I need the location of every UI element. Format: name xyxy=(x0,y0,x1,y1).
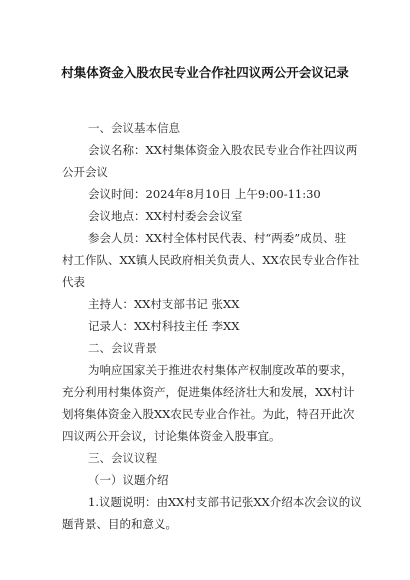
section-heading-basic-info: 一、会议基本信息 xyxy=(88,121,180,135)
meeting-name-line-1: 会议名称：XX村集体资金入股农民专业合作社四议两 xyxy=(88,143,358,157)
document-title: 村集体资金入股农民专业合作社四议两公开会议记录 xyxy=(61,65,349,80)
section-heading-background: 二、会议背景 xyxy=(88,341,157,355)
section-heading-agenda: 三、会议议程 xyxy=(88,451,157,465)
background-line-3: 划将集体资金入股XX农民专业合作社。为此，特召开此次 xyxy=(62,407,355,421)
background-line-2: 充分利用村集体资产，促进集体经济壮大和发展，XX村计 xyxy=(62,385,355,399)
meeting-recorder: 记录人：XX村科技主任 李XX xyxy=(88,319,240,333)
meeting-time: 会议时间：2024年8月10日 上午9:00-11:30 xyxy=(88,187,321,201)
background-line-1: 为响应国家关于推进农村集体产权制度改革的要求， xyxy=(88,363,353,377)
meeting-place: 会议地点：XX村村委会会议室 xyxy=(88,209,243,223)
attendees-line-1: 参会人员：XX村全体村民代表、村“两委”成员、驻 xyxy=(88,231,347,245)
subsection-heading-topic-intro: （一）议题介绍 xyxy=(88,473,169,487)
background-line-4: 四议两公开会议，讨论集体资金入股事宜。 xyxy=(62,429,281,443)
meeting-name-line-2: 公开会议 xyxy=(62,165,108,179)
attendees-line-3: 代表 xyxy=(62,275,85,289)
meeting-host: 主持人：XX村支部书记 张XX xyxy=(88,297,240,311)
attendees-line-2: 村工作队、XX镇人民政府相关负责人、XX农民专业合作社 xyxy=(62,253,360,267)
agenda-item-1-line-1: 1.议题说明：由XX村支部书记张XX介绍本次会议的议 xyxy=(88,495,362,509)
agenda-item-1-line-2: 题背景、目的和意义。 xyxy=(62,517,177,531)
